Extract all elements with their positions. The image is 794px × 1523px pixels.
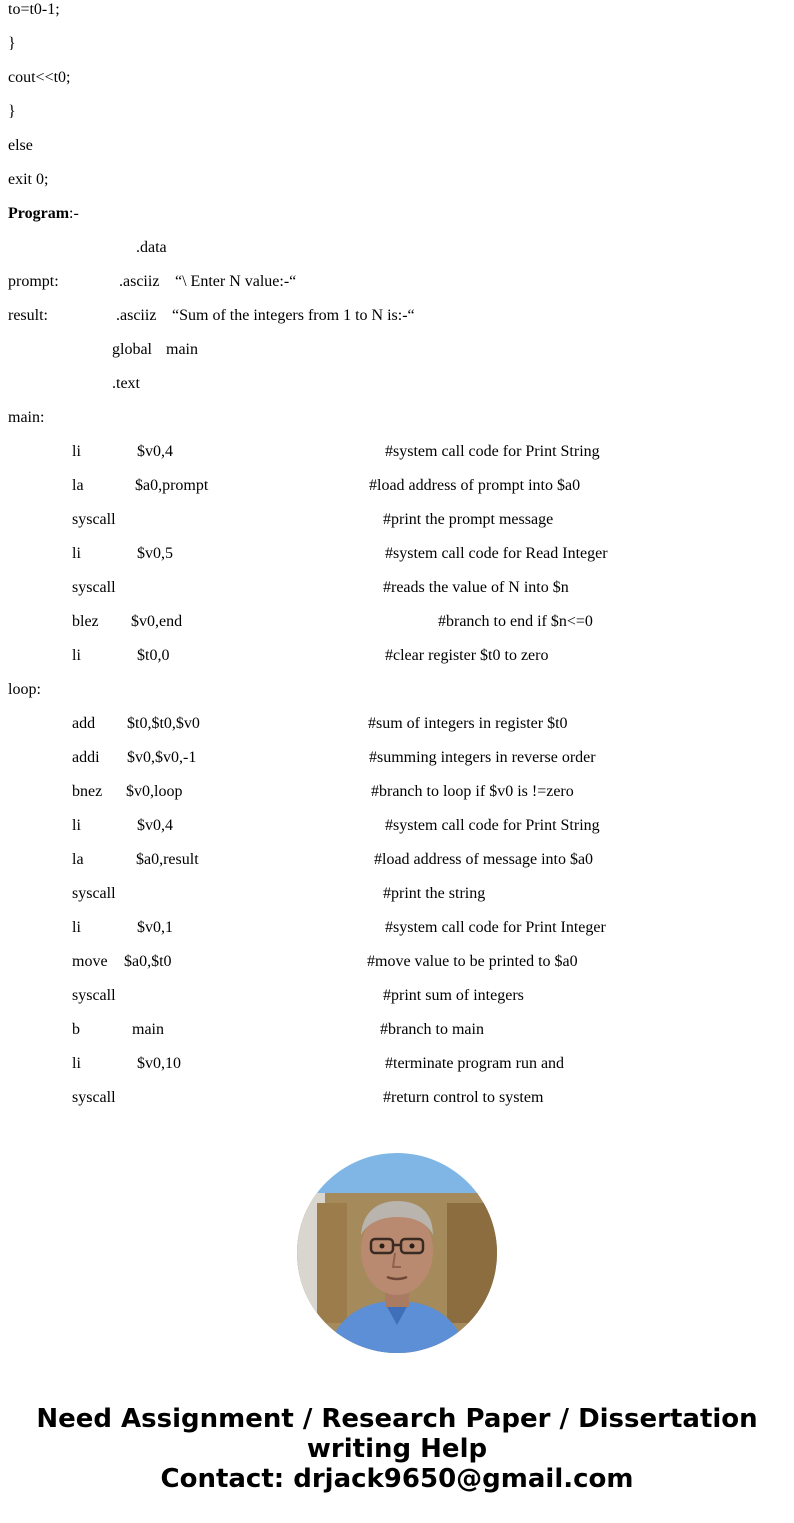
global-line: global main (112, 341, 198, 358)
instruction-line: addi $v0,$v0,-1 #summing integers in reverse order (72, 749, 596, 766)
footer-line-1: Need Assignment / Research Paper / Dissertation (36, 1404, 758, 1434)
person-photo-icon (297, 1153, 497, 1353)
instruction-line: li $v0,5 #system call code for Read Integer (72, 545, 608, 562)
text-directive-line: .text (112, 375, 140, 392)
loop-label-line: loop: (8, 681, 41, 698)
instruction-line: syscall #return control to system (72, 1089, 544, 1106)
instruction-line: li $v0,1 #system call code for Print Integer (72, 919, 606, 936)
instruction-line: bnez $v0,loop #branch to loop if $v0 is !=zero (72, 783, 574, 800)
instruction-line: la $a0,result #load address of message into $a0 (72, 851, 594, 868)
instruction-line: add $t0,$t0,$v0 #sum of integers in register $t0 (72, 715, 568, 732)
instruction-line: syscall #print the string (72, 885, 486, 902)
data-directive-line: .data (136, 239, 167, 256)
instruction-line: syscall #print sum of integers (72, 987, 524, 1004)
instruction-line: li $v0,4 #system call code for Print String (72, 443, 600, 460)
instruction-line: syscall #print the prompt message (72, 511, 554, 528)
footer-line-2: writing Help (306, 1434, 488, 1464)
author-avatar (297, 1153, 497, 1353)
instruction-line: b main #branch to main (72, 1021, 484, 1038)
instruction-line: li $t0,0 #clear register $t0 to zero (72, 647, 549, 664)
prompt-line: prompt: .asciiz “\ Enter N value:-“ (8, 273, 297, 290)
instruction-line: move $a0,$t0 #move value to be printed to $a0 (72, 953, 578, 970)
program-heading-label: Program (8, 205, 70, 222)
instruction-line: syscall #reads the value of N into $n (72, 579, 569, 596)
program-heading-suffix: :- (69, 205, 79, 222)
instruction-line: la $a0,prompt #load address of prompt into $a0 (72, 477, 581, 494)
document-body: to=t0-1; } cout<<t0; } else exit 0; Program:- .data prompt: .asciiz “\ Enter N value:-“ result: .asciiz “Sum of the integers from 1 to N is:-“ global main .text main: li $v0,4 #system call code for Print String la $a0,prompt #load address of prompt into $a0 syscall #print the prompt message li $v0,5 #system call code for Read Integer syscall #reads the value of N into $n blez $v0,end #branch to end if $n<=0 li $t0,0 #clear register $t0 to zero loop: add $t0,$t0,$v0 #sum of integers in register $t0 addi $v0,$v0,-1 #summing integers in reverse order bnez $v0,loop #branch to loop if $v0 is !=zero li $v0,4 #system call code for Print String la $a0,result #load address of message into $a0 syscall #print the string li $v0,1 #system call code for Print Integer move $a0,$t0 #move value to be printed to $a0 syscall #print sum of integers b main #branch to main li $v0,10 #terminate program run and syscall #return control to system (0, 0, 794, 1120)
program-heading (0, 204, 79, 224)
footer-contact (0, 1404, 794, 1494)
instruction-line: li $v0,4 #system call code for Print String (72, 817, 600, 834)
result-line: result: .asciiz “Sum of the integers from 1 to N is:-“ (8, 307, 415, 324)
instruction-line: li $v0,10 #terminate program run and (72, 1055, 565, 1072)
main-label-line: main: (8, 409, 45, 426)
instruction-line: blez $v0,end #branch to end if $n<=0 (72, 613, 593, 630)
footer-contact-email: Contact: drjack9650@gmail.com (160, 1464, 634, 1494)
